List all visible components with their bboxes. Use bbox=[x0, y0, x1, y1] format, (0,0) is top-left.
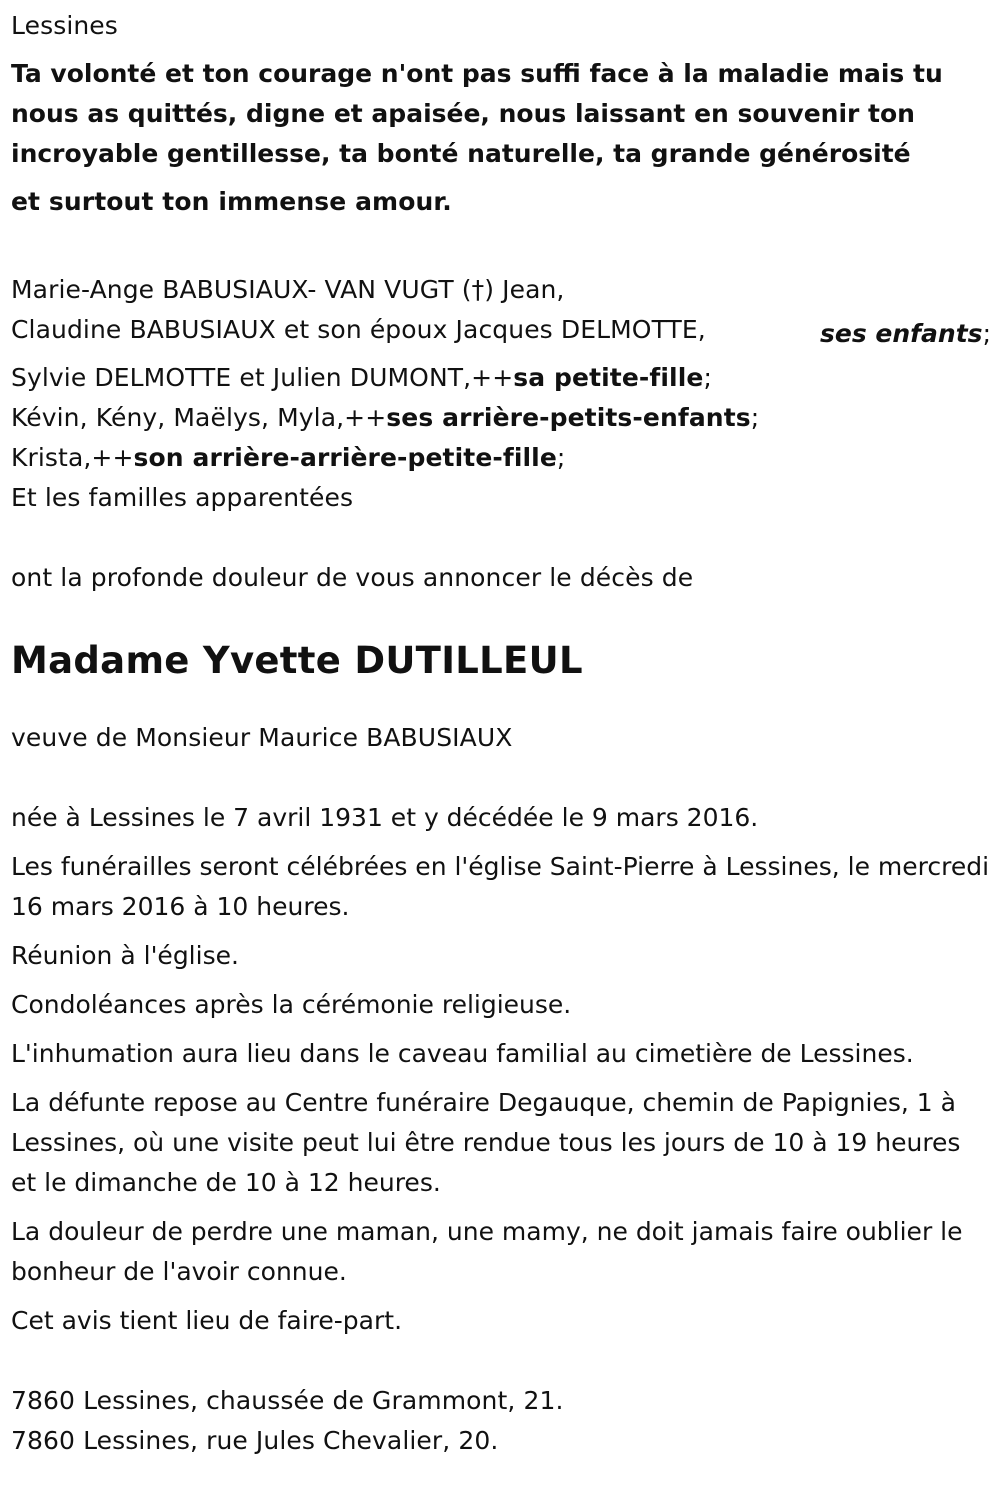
family-list bbox=[11, 270, 991, 518]
role-separator: ; bbox=[703, 363, 712, 392]
memorial-quote bbox=[11, 54, 991, 174]
great-grandchildren-entry bbox=[11, 398, 991, 438]
great-great-grandchild-role: son arrière-arrière-petite-fille bbox=[133, 443, 557, 472]
quote-line: nous as quittés, digne et apaisée, nous laissant en souvenir ton bbox=[11, 99, 915, 128]
tribute-text: La douleur de perdre une maman, une mamy, ne doit jamais faire oublier le bonheur de l'avoir connue. bbox=[11, 1217, 963, 1286]
viewing-info: La défunte repose au Centre funéraire Degauque, chemin de Papignies, 1 à Lessines, où une visite peut lui être rendue tous les jours de 10 à 19 heures et le dimanche de 10 à 12 heures. bbox=[11, 1088, 961, 1197]
role-separator: ; bbox=[982, 319, 991, 348]
child-entry: Marie-Ange BABUSIAUX- VAN VUGT (†) Jean, bbox=[11, 275, 565, 304]
role-separator: ; bbox=[750, 403, 760, 432]
quote-line: incroyable gentillesse, ta bonté naturelle, ta grande générosité bbox=[11, 139, 911, 168]
burial-info: L'inhumation aura lieu dans le caveau familial au cimetière de Lessines. bbox=[11, 1039, 914, 1068]
location-heading: Lessines bbox=[11, 11, 118, 40]
quote-line: Ta volonté et ton courage n'ont pas suffi face à la maladie mais tu bbox=[11, 59, 943, 88]
great-grandchildren-names: Kévin, Kény, Maëlys, Myla,++ bbox=[11, 403, 387, 432]
related-families: Et les familles apparentées bbox=[11, 483, 354, 512]
quote-last-line: et surtout ton immense amour. bbox=[11, 187, 452, 216]
funeral-info: Les funérailles seront célébrées en l'église Saint-Pierre à Lessines, le mercredi 16 mars 2016 à 10 heures. bbox=[11, 852, 990, 921]
obituary-notice bbox=[11, 0, 991, 1461]
widow-of: veuve de Monsieur Maurice BABUSIAUX bbox=[11, 723, 513, 752]
condolences-info: Condoléances après la cérémonie religieuse. bbox=[11, 990, 572, 1019]
address-line: 7860 Lessines, chaussée de Grammont, 21. bbox=[11, 1386, 564, 1415]
deceased-name: Madame Yvette DUTILLEUL bbox=[11, 639, 583, 682]
children-role: ses enfants bbox=[820, 319, 983, 348]
children-role-label bbox=[820, 314, 991, 354]
notice-text: Cet avis tient lieu de faire-part. bbox=[11, 1306, 403, 1335]
great-great-grandchild-entry bbox=[11, 438, 991, 478]
announcement-intro: ont la profonde douleur de vous annoncer le décès de bbox=[11, 563, 694, 592]
grandchild-entry bbox=[11, 358, 991, 398]
great-grandchildren-role: ses arrière-petits-enfants bbox=[386, 403, 751, 432]
grandchild-names: Sylvie DELMOTTE et Julien DUMONT,++ bbox=[11, 363, 514, 392]
birth-death-info: née à Lessines le 7 avril 1931 et y décédée le 9 mars 2016. bbox=[11, 803, 759, 832]
child-entry: Claudine BABUSIAUX et son époux Jacques DELMOTTE, bbox=[11, 315, 706, 344]
great-great-grandchild-names: Krista,++ bbox=[11, 443, 134, 472]
address-line: 7860 Lessines, rue Jules Chevalier, 20. bbox=[11, 1426, 499, 1455]
role-separator: ; bbox=[556, 443, 566, 472]
grandchild-role: sa petite-fille bbox=[513, 363, 704, 392]
meeting-info: Réunion à l'église. bbox=[11, 941, 239, 970]
